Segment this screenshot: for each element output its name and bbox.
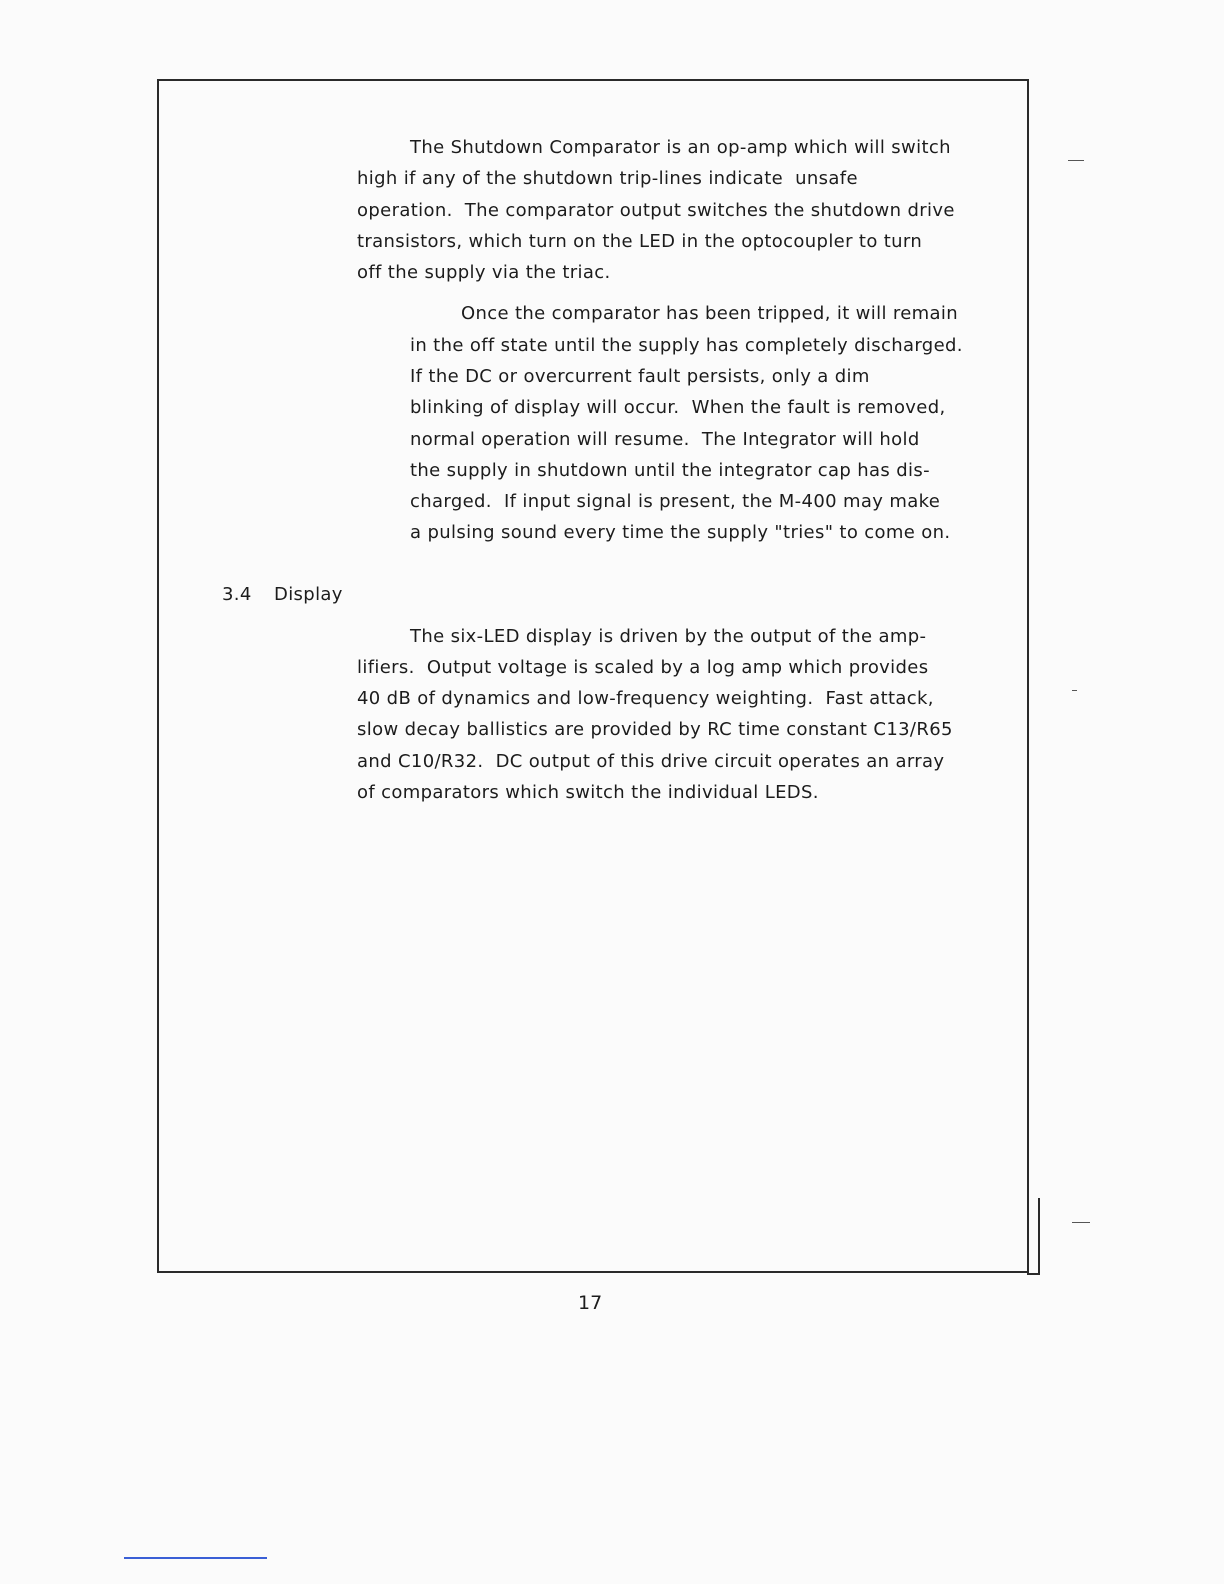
- paragraph3-line: and C10/R32. DC output of this drive circuit operates an array: [357, 751, 945, 772]
- paragraph2-line: blinking of display will occur. When the fault is removed,: [410, 397, 946, 418]
- paragraph2-line: If the DC or overcurrent fault persists, only a dim: [410, 366, 870, 387]
- margin-mark: [1072, 1222, 1090, 1223]
- page-number: 17: [578, 1292, 603, 1314]
- paragraph3-line: The six-LED display is driven by the output of the amp-: [410, 626, 927, 647]
- footnote-rule: [124, 1557, 267, 1559]
- paragraph3-line: lifiers. Output voltage is scaled by a log amp which provides: [357, 657, 929, 678]
- paragraph1-line: off the supply via the triac.: [357, 262, 611, 283]
- margin-mark: [1068, 160, 1084, 161]
- paragraph1-line: operation. The comparator output switches the shutdown drive: [357, 200, 955, 221]
- paragraph3-line: of comparators which switch the individual LEDS.: [357, 782, 819, 803]
- paragraph2-line: charged. If input signal is present, the M-400 may make: [410, 491, 941, 512]
- paragraph2-line: the supply in shutdown until the integrator cap has dis-: [410, 460, 930, 481]
- paragraph2-line: Once the comparator has been tripped, it will remain: [461, 303, 959, 324]
- paragraph2-line: a pulsing sound every time the supply "tries" to come on.: [410, 522, 951, 543]
- paragraph2-line: in the off state until the supply has completely discharged.: [410, 335, 963, 356]
- paragraph2-line: normal operation will resume. The Integrator will hold: [410, 429, 920, 450]
- frame-bottom-extension: [1027, 1273, 1040, 1275]
- paragraph1-line: transistors, which turn on the LED in the optocoupler to turn: [357, 231, 923, 252]
- section-number: 3.4: [222, 584, 252, 605]
- margin-mark: [1072, 690, 1077, 691]
- paragraph3-line: slow decay ballistics are provided by RC time constant C13/R65: [357, 719, 953, 740]
- section-title: Display: [274, 584, 343, 605]
- paragraph3-line: 40 dB of dynamics and low-frequency weighting. Fast attack,: [357, 688, 934, 709]
- paragraph1-line: The Shutdown Comparator is an op-amp which will switch: [410, 137, 951, 158]
- frame-right-extension: [1038, 1198, 1040, 1275]
- paragraph1-line: high if any of the shutdown trip-lines indicate unsafe: [357, 168, 858, 189]
